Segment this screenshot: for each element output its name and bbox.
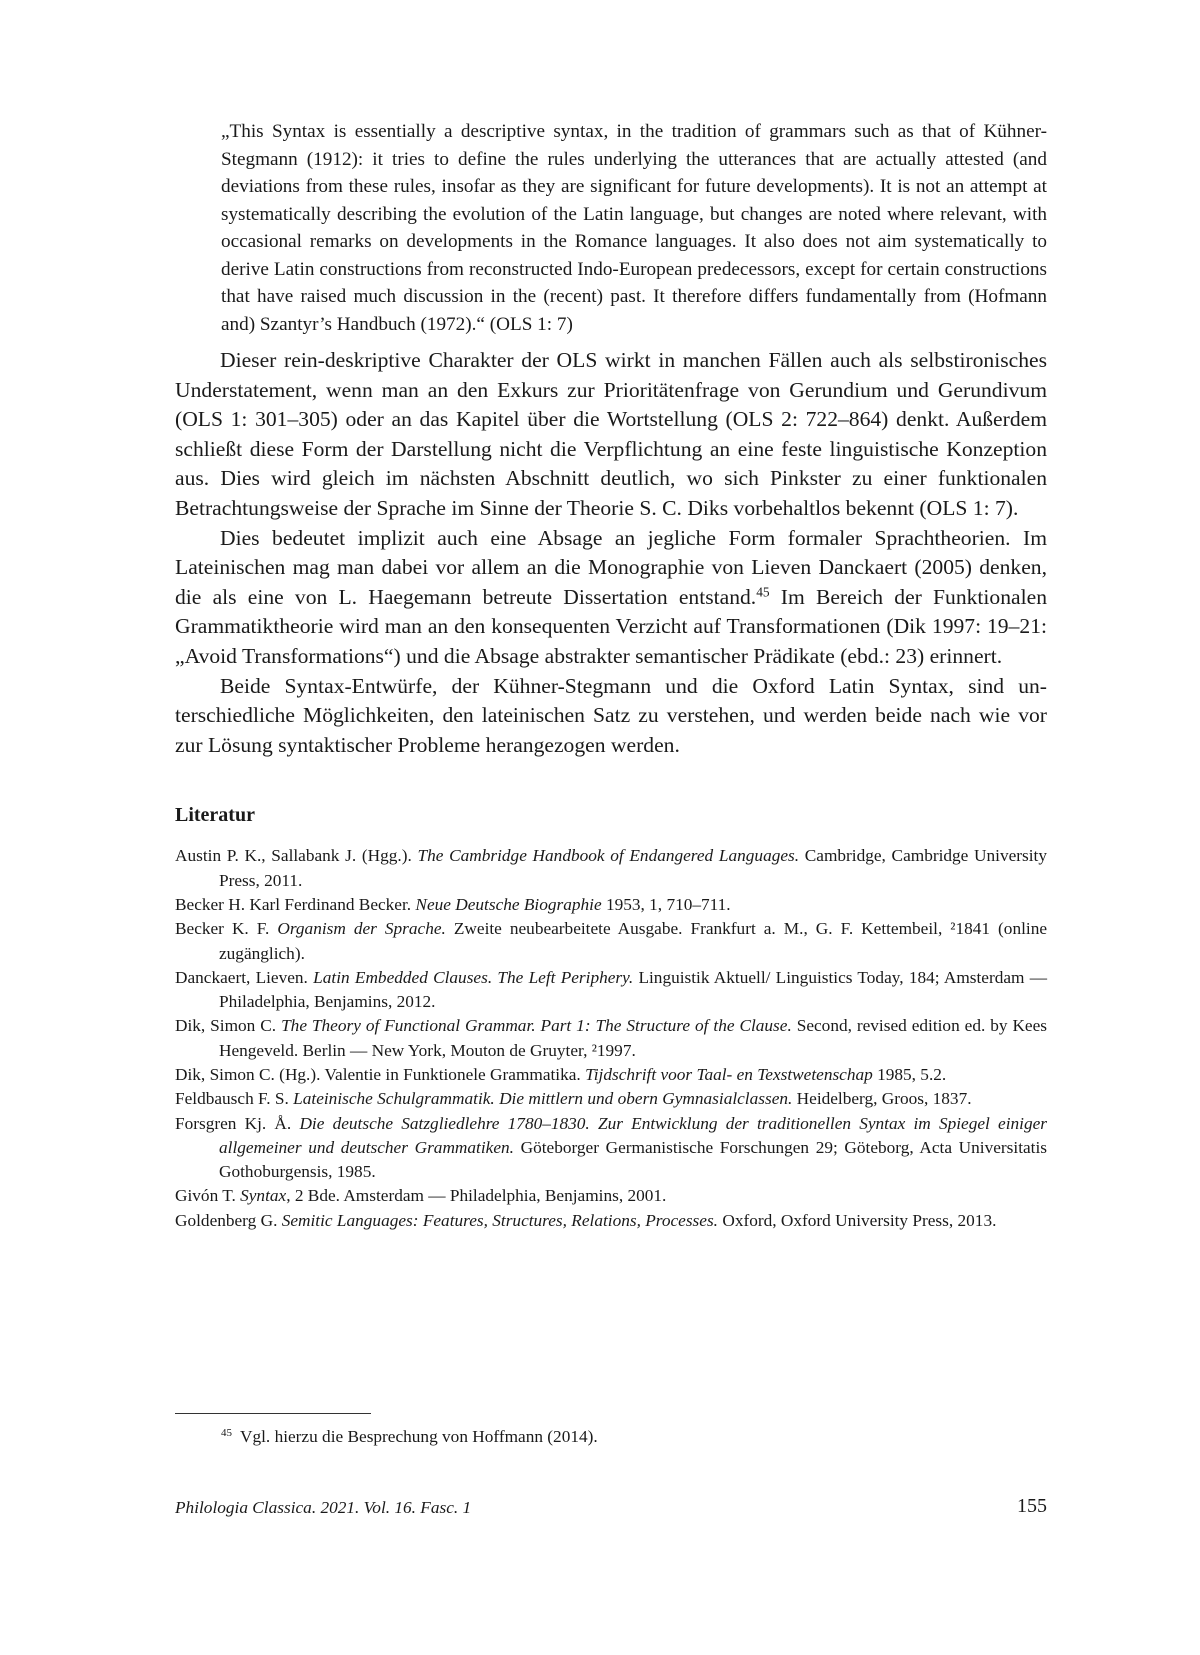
footnote-45 [221,1425,1047,1449]
page-number: 155 [1017,1495,1047,1517]
reference-item: Feldbausch F. S. Lateinische Schulgrammatik. Die mittlern und obern Gymnasialclassen. Heidelberg, Groos, 1837. [175,1089,972,1109]
reference-list [175,844,1047,1233]
paragraph-2 [175,524,1047,672]
paragraph-2-text-b: Im Bereich der Funktionalen Grammatiktheorie wird man an den konsequenten Verzicht auf Transformationen (Dik 1997: 19–21: „Avoid Transformations“) und die Absage abstrakter semantischer Prädikate (ebd.: 23) erinnert. [175,584,1047,668]
footnote-ref-45[interactable]: 45 [756,584,770,600]
footnote-divider [175,1413,371,1414]
page-body [175,118,1047,1233]
literatur-heading: Literatur [175,804,255,827]
page-footer [175,1496,1047,1520]
reference-item: Goldenberg G. Semitic Languages: Features, Structures, Relations, Processes. Oxford, Oxford University Press, 2013. [175,1210,997,1230]
reference-item: Danckaert, Lieven. Latin Embedded Clauses. The Left Periphery. Linguistik Aktuell/ Linguistics Today, 184; Amsterdam — Philadelphia, Benjamins, 2012. [175,967,1048,1012]
block-quote: „This Syntax is essentially a descriptive syntax, in the tradition of grammars such as that of Kühner-Stegmann (1912): it tries to define the rules underlying the utterances that are actually attested (and deviations from these rules, insofar as they are significant for future developments). It is not an attempt at systematically describing the evolution of the Latin language, but changes are noted where relevant, with occasional remarks on developments in the Romance languages. It also does not aim systematically to derive Latin constructions from reconstructed Indo-European predecessors, except for certain constructions that have raised much discussion in the (recent) past. It therefore differs fundamentally from (Hofmann and) Szantyr’s Handbuch (1972).“ (OLS 1: 7) [221,121,1047,335]
paragraph-2-text-a: Dies bedeutet implizit auch eine Absage an jegliche Form formaler Sprachtheorien. Im Lateinischen mag man dabei vor allem an die Monographie von Lieven Danckaert (2005) denken, die als eine von L. Haegemann betreute Dissertation entstand. [175,525,1047,609]
reference-item: Becker K. F. Organism der Sprache. Zweite neubearbeitete Ausgabe. Frankfurt a. M., G. F. Kettembeil, ²1841 (online zugänglich). [175,919,1048,963]
journal-citation: Philologia Classica. 2021. Vol. 16. Fasc. 1 [175,1498,472,1517]
reference-item: Forsgren Kj. Å. Die deutsche Satzgliedlehre 1780–1830. Zur Entwicklung der traditionellen Syntax im Spiegel einiger allgemeiner und deutscher Grammatiken. Göteborger Germanistische Forschungen 29; Göteborg, Acta Universitatis Gothoburgensis, 1985. [175,1113,1047,1182]
paragraph-1: Dieser rein-deskriptive Charakter der OLS wirkt in manchen Fällen auch als selbstironisches Understatement, wenn man an den Exkurs zur Prioritätenfrage von Gerundium und Gerundivum (OLS 1: 301–305) oder an das Kapitel über die Wortstellung (OLS 2: 722–864) denkt. Außerdem schließt diese Form der Darstellung nicht die Verpflichtung an eine feste linguistische Konzeption aus. Dies wird gleich im nächsten Abschnitt deutlich, wo sich Pinkster zu einer funktionalen Betrachtungsweise der Sprache im Sinne der Theorie S. C. Diks vorbehaltlos bekennt (OLS 1: 7). [175,348,1047,520]
reference-item: Dik, Simon C. The Theory of Functional Grammar. Part 1: The Structure of the Clause. Second, revised edition ed. by Kees Hengeveld. Berlin — New York, Mouton de Gruyter, ²1997. [175,1016,1047,1060]
paragraph-3: Beide Syntax-Entwürfe, der Kühner-Stegmann und die Oxford Latin Syntax, sind unterschiedliche Möglichkeiten, den lateinischen Satz zu verstehen, und werden beide nach wie vor zur Lösung syntaktischer Probleme herangezogen werden. [175,673,1047,757]
reference-item: Givón T. Syntax, 2 Bde. Amsterdam — Philadelphia, Benjamins, 2001. [175,1186,667,1206]
footnote-text: Vgl. hierzu die Besprechung von Hoffmann (2014). [240,1427,598,1446]
reference-item: Becker H. Karl Ferdinand Becker. Neue Deutsche Biographie 1953, 1, 710–711. [175,894,731,914]
reference-item: Austin P. K., Sallabank J. (Hgg.). The Cambridge Handbook of Endangered Languages. Cambridge, Cambridge University Press, 2011. [175,846,1047,890]
footnote-number: 45 [221,1427,232,1439]
reference-item: Dik, Simon C. (Hg.). Valentie in Funktionele Grammatika. Tijdschrift voor Taal- en Texstwetenschap 1985, 5.2. [175,1064,947,1084]
